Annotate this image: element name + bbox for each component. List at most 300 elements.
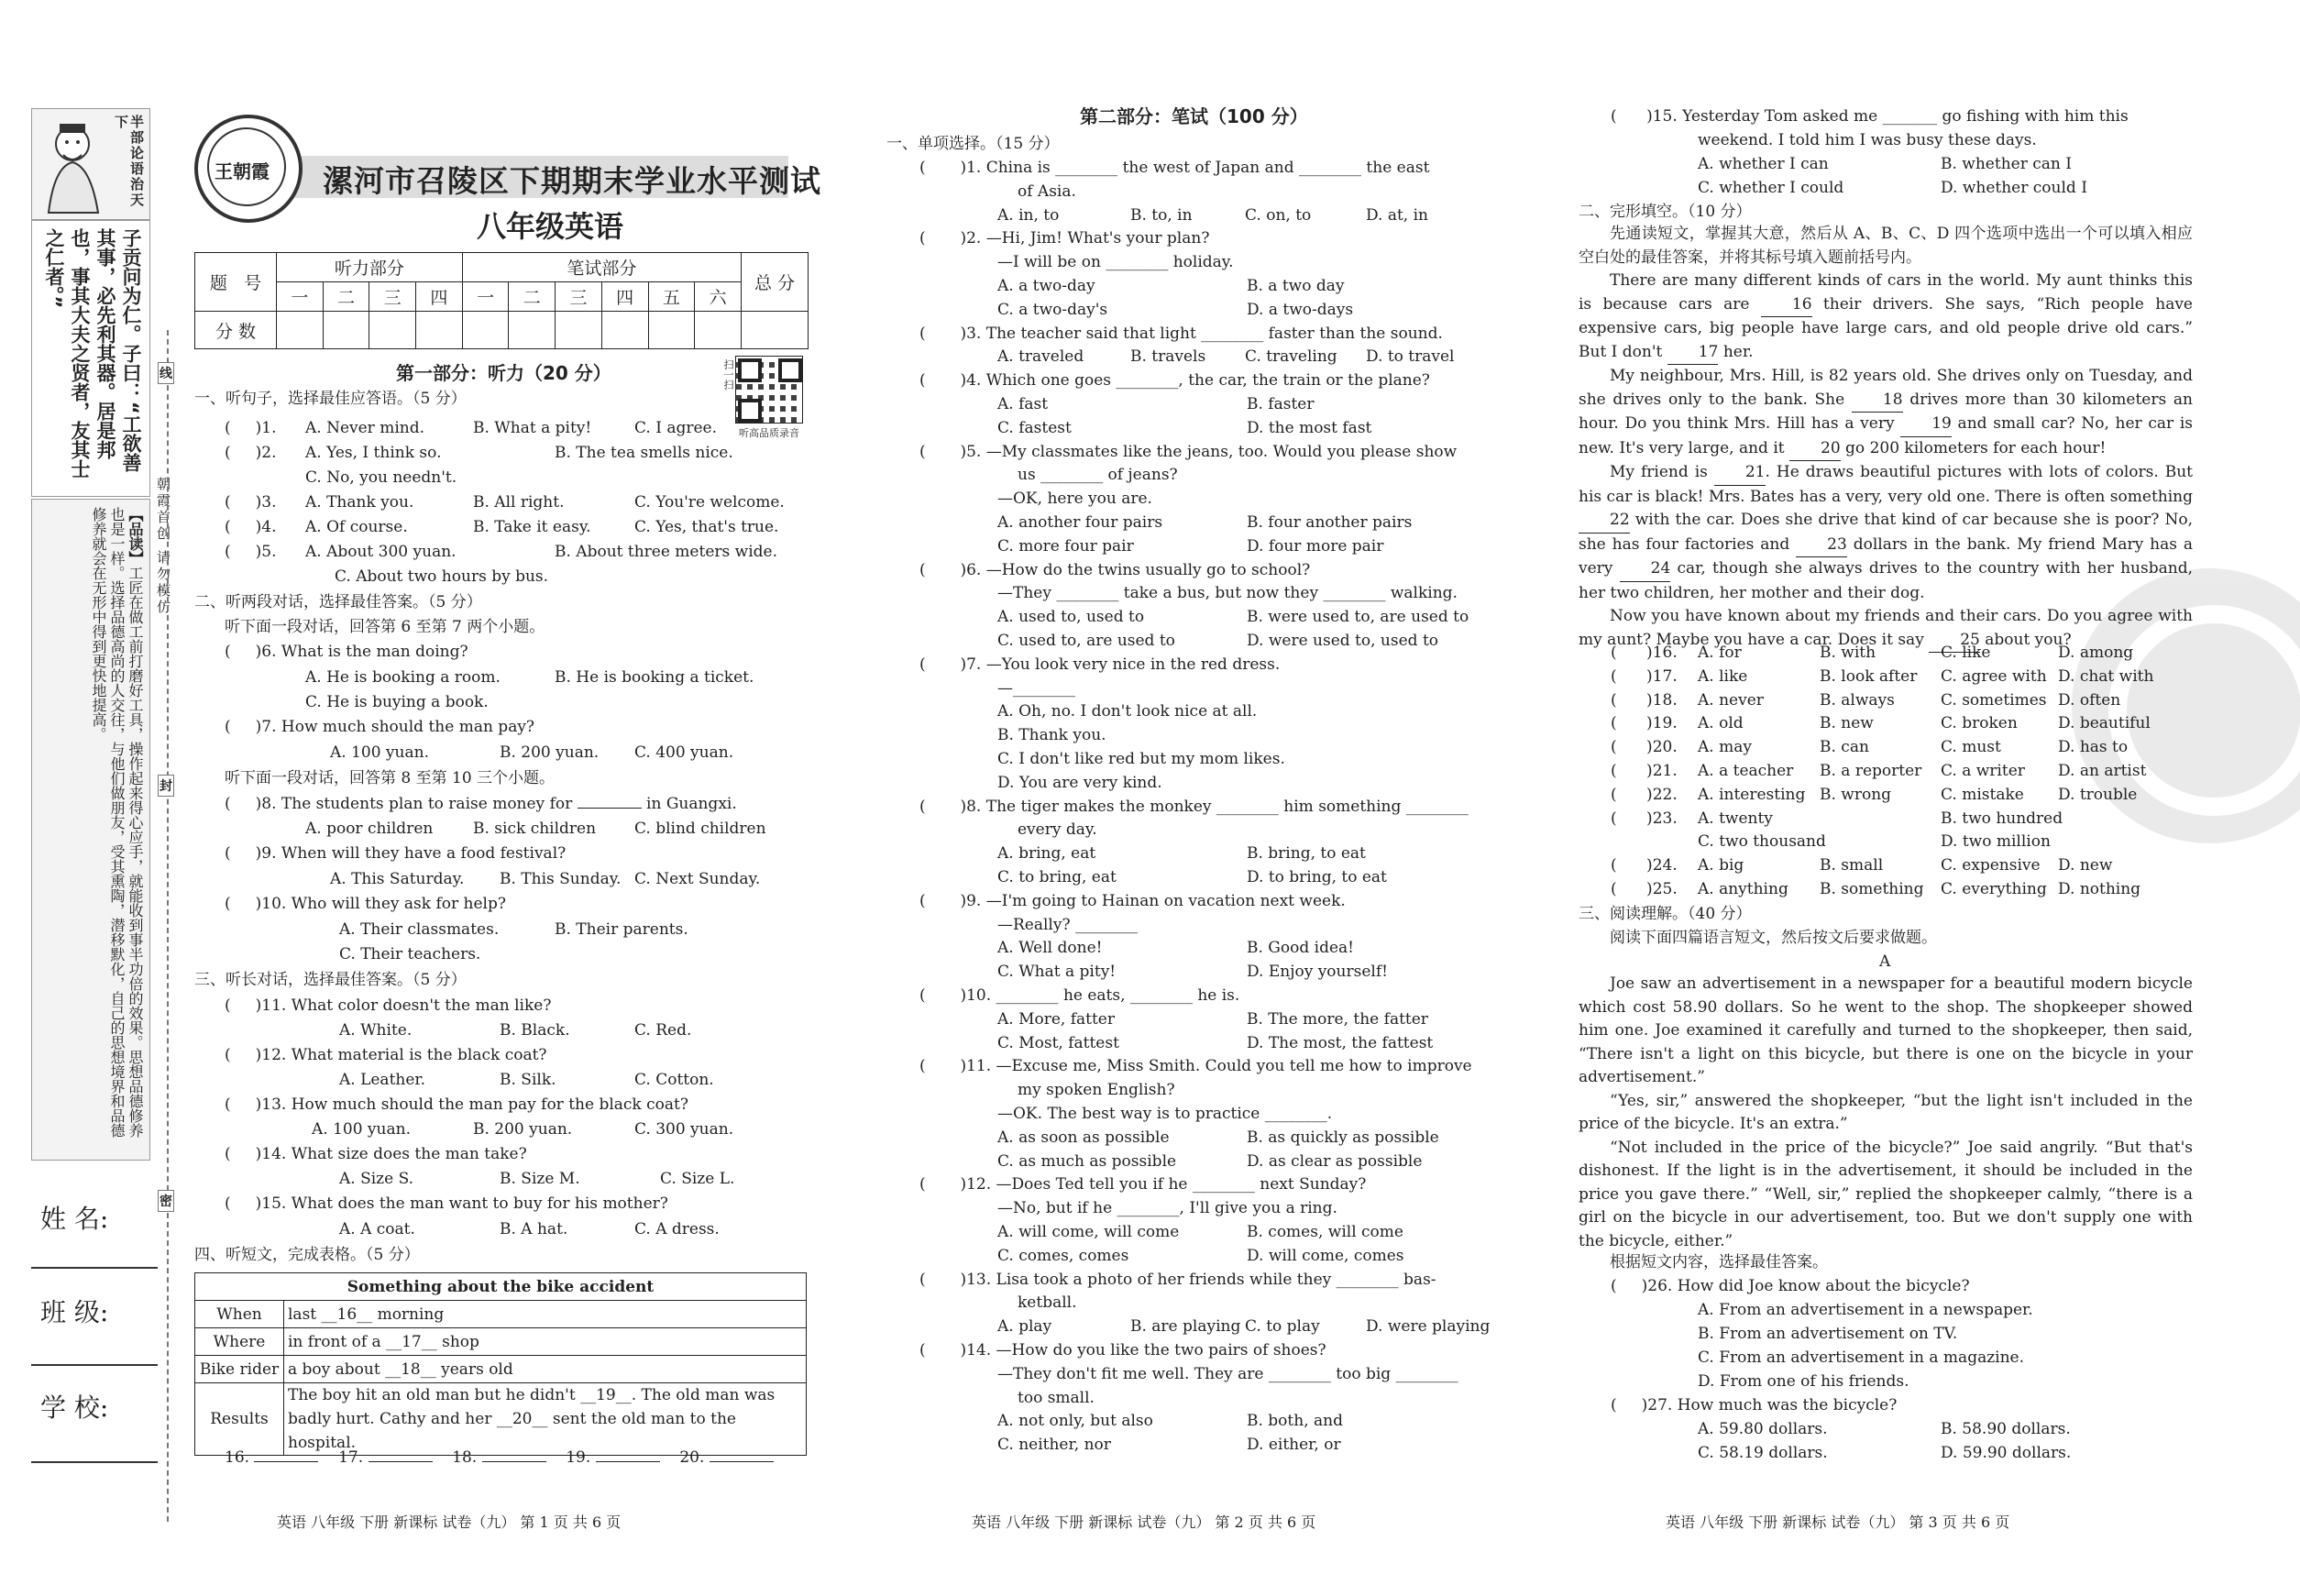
option: C. Their teachers. (339, 945, 481, 963)
question-cont: —Really? ________ (997, 915, 1138, 934)
p2-part-title: 第二部分：笔试（100 分） (1080, 105, 1308, 127)
option: D. beautiful (2058, 714, 2151, 733)
option: B. were used to, are used to (1247, 608, 1469, 627)
option: C. a writer (1941, 762, 2025, 780)
question: ( )22. (1611, 785, 1678, 804)
option: B. as quickly as possible (1247, 1128, 1439, 1147)
answer-blank[interactable] (482, 1447, 546, 1462)
score-table-num: 一 (462, 282, 509, 312)
option: A. as soon as possible (997, 1128, 1170, 1147)
option: C. mistake (1941, 785, 2024, 804)
option: C. I don't like red but my mom likes. (997, 750, 1285, 768)
option: A. poor children (305, 820, 434, 838)
option: A. may (1698, 738, 1752, 757)
results-line: badly hurt. Cathy and her __20__ sent the old man to the hospital. (288, 1410, 736, 1452)
option: A. play (997, 1317, 1052, 1337)
option: D. a two-days (1247, 300, 1354, 319)
option: C. You're welcome. (634, 493, 785, 512)
logo (194, 115, 303, 223)
question-cont: every day. (1018, 820, 1097, 840)
question: ( )8. The tiger makes the monkey ________ him something ________ (919, 797, 1469, 816)
option: C. Most, fattest (997, 1033, 1119, 1052)
score-cell[interactable] (601, 312, 648, 349)
question: ( )6. What is the man doing? (225, 643, 468, 661)
option: B. bring, to eat (1247, 844, 1366, 864)
option: A. 100 yuan. (312, 1120, 411, 1139)
option: D. to travel (1366, 347, 1455, 367)
question: ( )14. —How do you like the two pairs of shoes? (919, 1341, 1326, 1359)
question-cont: —No, but if he ________, I'll give you a ring. (997, 1199, 1337, 1218)
logo-text: 王朝霞 (215, 160, 270, 182)
option: C. Next Sunday. (634, 870, 761, 888)
option: B. are playing (1130, 1317, 1241, 1337)
qr-finder (738, 358, 762, 382)
option: C. From an advertisement in a magazine. (1698, 1348, 2025, 1367)
question-cont: —They don't fit me well. They are ________ too big ________ (997, 1364, 1458, 1383)
score-cell[interactable] (556, 312, 602, 349)
option: B. He is booking a ticket. (555, 668, 754, 687)
sidebar-motto-box (31, 220, 150, 497)
accident-table-title: Something about the bike accident (195, 1273, 807, 1301)
option: A. bring, eat (997, 844, 1096, 864)
option: B. with (1820, 644, 1876, 662)
option: A. a two-day (997, 277, 1095, 295)
page-title: 漯河市召陵区下期期末学业水平测试 (323, 163, 821, 199)
sidebar-motto-small: 半部论语治天下 (113, 115, 145, 208)
class-label: 班 级: (40, 1297, 109, 1327)
p1-sec4-title: 四、听短文，完成表格。（5 分） (194, 1246, 420, 1264)
option: C. expensive (1941, 856, 2041, 875)
passage-label: A (1879, 952, 1891, 971)
option: C. everything (1941, 880, 2047, 898)
option: B. something (1820, 880, 1924, 898)
qr-side-label: 扫一扫 (722, 359, 734, 390)
option: B. new (1820, 714, 1874, 733)
answer-bracket[interactable]: ( (919, 1270, 961, 1289)
option: B. From an advertisement on TV. (1698, 1325, 1958, 1343)
question: ( )27. How much was the bicycle? (1611, 1396, 1898, 1414)
question-cont: —OK. The best way is to practice ________. (997, 1105, 1333, 1123)
option: B. a reporter (1820, 762, 1922, 780)
option: B. four another pairs (1247, 513, 1413, 532)
question: ( )3. The teacher said that light ________ faster than the sound. (919, 324, 1443, 343)
row-label: Results (195, 1383, 284, 1456)
answer-bracket[interactable]: ( (919, 986, 961, 1005)
answer-bracket[interactable]: ( (919, 442, 961, 461)
list-item: ( )2. (225, 444, 277, 462)
answer-bracket[interactable]: ( (919, 655, 961, 674)
option: A. White. (339, 1021, 413, 1040)
question: ( )4. Which one goes ________, the car, the train or the plane? (919, 371, 1430, 391)
option: B. About three meters wide. (555, 543, 777, 561)
option: D. Enjoy yourself! (1247, 963, 1388, 982)
option: C. like (1941, 644, 1991, 662)
sidebar-vertical-note: 朝霞首创 请勿模仿 (155, 477, 171, 616)
question: ( )25. (1611, 880, 1678, 898)
option: B. Good idea! (1247, 939, 1354, 958)
question: ( )15. What does the man want to buy for his mother? (225, 1194, 668, 1213)
answer-bracket[interactable]: ( (919, 229, 961, 248)
option: A. Yes, I think so. (305, 444, 442, 462)
option: B. comes, will come (1247, 1223, 1403, 1241)
option: A. fast (997, 395, 1049, 413)
score-table (194, 252, 809, 349)
option: B. The more, the fatter (1247, 1009, 1428, 1029)
option: D. at, in (1366, 205, 1428, 225)
school-label: 学 校: (40, 1392, 109, 1423)
option: C. traveling (1245, 347, 1337, 367)
option: D. chat with (2058, 666, 2154, 686)
qr-finder (778, 358, 802, 382)
score-table-score-label: 分 数 (195, 312, 277, 349)
question: ( )18. (1611, 690, 1678, 710)
option: B. All right. (473, 493, 565, 512)
question: ( )12. What material is the black coat? (225, 1046, 547, 1064)
option: C. Size L. (660, 1170, 735, 1188)
option: D. were used to, used to (1247, 632, 1439, 650)
option: A. whether I can (1698, 155, 1829, 173)
option: B. faster (1247, 395, 1315, 413)
option: B. can (1820, 738, 1869, 757)
score-table-num: 二 (323, 282, 369, 312)
score-table-write: 笔试部分 (462, 253, 741, 282)
p1-sec2-intro2: 听下面一段对话，回答第 8 至第 10 三个小题。 (225, 769, 556, 787)
option: B. 200 yuan. (500, 743, 600, 762)
option: D. nothing (2058, 880, 2141, 898)
question: ( )9. When will they have a food festival? (225, 844, 567, 863)
results-line: The boy hit an old man but he didn't __19__. The old man was (288, 1386, 776, 1404)
question: ( )1. China is ________ the west of Japan and ________ the east (919, 159, 1430, 177)
option: B. small (1820, 856, 1884, 875)
option: C. broken (1941, 714, 2018, 733)
option: D. whether could I (1941, 179, 2087, 197)
list-item: ( )5. (225, 543, 277, 561)
score-cell[interactable] (416, 312, 463, 349)
row-text: a boy about __18__ years old (284, 1356, 807, 1383)
option: A. About 300 yuan. (305, 543, 457, 561)
option: D. From one of his friends. (1698, 1372, 1909, 1391)
option: C. as much as possible (997, 1151, 1177, 1171)
score-table-num: 三 (556, 282, 602, 312)
list-item: ( )3. (225, 493, 277, 512)
answer-bracket[interactable]: ( (919, 797, 961, 816)
option: B. The tea smells nice. (555, 444, 733, 462)
option: B. travels (1130, 347, 1206, 367)
question: ( )9. —I'm going to Hainan on vacation next week. (919, 891, 1346, 910)
question: ( )17. (1611, 666, 1678, 686)
option: B. to, in (1130, 205, 1193, 225)
cut-label-feng: 封 (158, 775, 174, 797)
answer-bracket[interactable]: ( (919, 1341, 961, 1359)
page-footer: 英语 八年级 下册 新课标 试卷（九） 第 2 页 共 6 页 (972, 1513, 1316, 1531)
p3-sec3-title: 三、阅读理解。（40 分） (1579, 905, 1752, 923)
option: A. A coat. (339, 1220, 415, 1238)
option: B. Black. (500, 1021, 570, 1040)
option: A. Of course. (305, 518, 408, 536)
option: B. Thank you. (997, 726, 1106, 745)
option: C. About two hours by bus. (335, 567, 549, 586)
option: B. Take it easy. (473, 518, 591, 536)
question-cont: ketball. (1018, 1293, 1077, 1313)
option: C. used to, are used to (997, 632, 1175, 650)
option: C. neither, nor (997, 1436, 1111, 1455)
score-cell[interactable] (509, 312, 556, 349)
cloze-passage: There are many different kinds of cars in the world. My aunt thinks this is because cars are 16 their drivers. She says, “Rich people have expensive cars, big people have large cars, and old people drive old cars.” But I don't 17 her. My neighbour, Mrs. Hill, is 82 years old. She drives only on Tuesday, and she drives only to the bank. She 18 drives more than 30 kilometers an hour. Do you think Mrs. Hill has a very 19 and small car? No, her car is new. It's very large, and it 20 go 200 kilometers for each hour! My friend is 21. He draws beautiful pictures with lots of colors. But his car is black! Mrs. Bates has a very, very old one. There is often something 22 with the car. Does she drive that kind of car because she is poor? No, she has four factories and 23 dollars in the bank. My friend Mary has a very 24 car, though she always drives to the country with her husband, her two children, her mother and their dog. Now you have known about my friends and their cars. Do you agree with my aunt? Maybe you have a car. Does it say 25 about you? (1579, 270, 2193, 653)
question: ( )19. (1611, 714, 1678, 733)
option: A. Size S. (339, 1170, 414, 1188)
score-table-ti: 题 (209, 273, 227, 294)
score-cell[interactable] (277, 312, 324, 349)
option: C. blind children (634, 820, 766, 838)
answer-bracket[interactable]: ( (919, 891, 961, 910)
answer-bracket[interactable]: ( (919, 159, 961, 177)
option: B. wrong (1820, 785, 1892, 804)
option: A. Never mind. (305, 419, 425, 437)
score-cell[interactable] (462, 312, 509, 349)
option: B. whether can I (1941, 155, 2072, 173)
qr-finder (738, 399, 762, 423)
option: B. Silk. (500, 1071, 556, 1089)
answer-blank[interactable] (596, 1447, 660, 1462)
page-footer: 英语 八年级 下册 新课标 试卷（九） 第 1 页 共 6 页 (277, 1513, 622, 1531)
cut-line (167, 330, 169, 1522)
option: B. look after (1820, 666, 1918, 686)
option: B. always (1820, 690, 1895, 710)
page-footer: 英语 八年级 下册 新课标 试卷（九） 第 3 页 共 6 页 (1666, 1513, 2010, 1531)
option: A. never (1698, 690, 1764, 710)
question-cont: my spoken English? (1018, 1081, 1175, 1100)
option: C. What a pity! (997, 963, 1117, 982)
option: C. more four pair (997, 536, 1134, 556)
accident-table (194, 1272, 807, 1456)
list-item: ( )4. (225, 518, 277, 536)
answer-bracket[interactable]: ( (919, 1175, 961, 1194)
score-cell[interactable] (323, 312, 369, 349)
option: A. in, to (997, 205, 1060, 225)
reading-passage-a: Joe saw an advertisement in a newspaper for a beautiful modern bicycle which cost 58.90 dollars. So he went to the shop. The shopkeeper showed him one. Joe examined it carefully and turned to the shopkeeper, then said, “There isn't a light on this bicycle, but there is one on the bicycle in your advertisement.” “Yes, sir,” answered the shopkeeper, “but the light isn't included in the price of the bicycle. It's an extra.” “Not included in the price of the bicycle?” Joe said angrily. “But that's dishonest. If the light is in the advertisement, it should be included in the price you gave there.” “Well, sir,” replied the shopkeeper calmly, “there is a girl on the bicycle in our advertisement, too. But we don't supply one with the bicycle, either.” (1579, 974, 2193, 1250)
score-table-listen: 听力部分 (277, 253, 463, 282)
option: B. This Sunday. (500, 870, 622, 888)
option: B. both, and (1247, 1412, 1343, 1431)
question: ( )5. —My classmates like the jeans, too. Would you please show (919, 442, 1458, 461)
option: D. two million (1941, 832, 2051, 852)
option: A. This Saturday. (330, 870, 465, 888)
option: D. either, or (1247, 1436, 1341, 1455)
option: A. old (1698, 714, 1744, 733)
question: ( )6. —How do the twins usually go to school? (919, 560, 1311, 579)
option: A. anything (1698, 880, 1788, 898)
school-field[interactable] (31, 1459, 158, 1463)
option: A. for (1698, 644, 1742, 662)
option: A. Oh, no. I don't look nice at all. (997, 702, 1258, 721)
row-label: Bike rider (195, 1356, 284, 1383)
question: ( )8. The students plan to raise money for in Guangxi. (225, 795, 737, 813)
p1-sec1-title: 一、听句子，选择最佳应答语。（5 分） (194, 390, 467, 408)
option: A. Their classmates. (339, 920, 500, 939)
answer-blank[interactable] (254, 1447, 318, 1462)
answer-blank[interactable] (710, 1447, 774, 1462)
sidebar-pindu-body: 工匠在做工前打磨好工具，操作起来得心应手，就能收到事半功倍的效果。思想品德修养也是一样。选择品德高尚的人交往，与他们做朋友，受其熏陶，潜移默化，自己的思想境界和品德修养就会在无形中得到更快地提高。 (90, 507, 144, 1138)
question: ( )13. Lisa took a photo of her friends while they ________ bas- (919, 1270, 1436, 1289)
p3-sec3-intro: 阅读下面四篇语言短文，然后按文后要求做题。 (1610, 929, 1937, 947)
question: ( )10. Who will they ask for help? (225, 895, 506, 913)
name-label: 姓 名: (40, 1204, 109, 1234)
option: A. He is booking a room. (305, 668, 501, 687)
p1-sec2-intro1: 听下面一段对话，回答第 6 至第 7 两个小题。 (225, 618, 545, 636)
option: A. another four pairs (997, 513, 1163, 532)
option: C. must (1941, 738, 2001, 757)
question: ( )23. (1611, 809, 1678, 828)
sidebar-portrait-box (31, 108, 150, 220)
option: B. sick children (473, 820, 597, 838)
option: A. Thank you. (305, 493, 414, 512)
score-cell[interactable] (695, 312, 742, 349)
question: ( )16. (1611, 644, 1678, 662)
cut-label-xian: 线 (158, 362, 174, 384)
question: ( )13. How much should the man pay for the black coat? (225, 1095, 688, 1114)
question-cont: us ________ of jeans? (1018, 466, 1178, 485)
page-subtitle: 八年级英语 (477, 209, 624, 244)
option: A. twenty (1698, 809, 1773, 828)
option: C. to bring, eat (997, 868, 1117, 886)
question: ( )14. What size does the man take? (225, 1145, 527, 1163)
p3-sec2-intro: 先通读短文，掌握其大意，然后从 A、B、C、D 四个选项中选出一个可以填入相应空白处的最佳答案，并将其标号填入题前括号内。 (1579, 225, 2193, 267)
answer-blank[interactable] (369, 1447, 433, 1462)
answer-blank[interactable] (578, 793, 642, 809)
option: D. were playing (1366, 1317, 1491, 1337)
score-table-num: 三 (369, 282, 416, 312)
score-cell[interactable] (742, 312, 809, 349)
option: D. the most fast (1247, 418, 1372, 437)
option: B. A hat. (500, 1220, 568, 1238)
score-table-hao: 号 (244, 273, 262, 294)
option: A. More, fatter (997, 1009, 1115, 1029)
score-table-total: 总 分 (742, 253, 809, 312)
question-cont: too small. (1018, 1388, 1095, 1407)
p1-part-title: 第一部分：听力（20 分） (396, 362, 611, 384)
list-item: ( )1. (225, 419, 277, 437)
option: B. 58.90 dollars. (1941, 1420, 2071, 1438)
answer-bracket[interactable]: ( (919, 1057, 961, 1076)
option: D. trouble (2058, 785, 2138, 804)
question-cont: —I will be on ________ holiday. (997, 253, 1234, 272)
question-cont: —________ (997, 678, 1075, 698)
question-cont: —They ________ take a bus, but now they ________ walking. (997, 584, 1458, 603)
option: C. Yes, that's true. (634, 518, 779, 536)
option: A. traveled (997, 347, 1084, 367)
cut-label-mi: 密 (158, 1190, 174, 1212)
option: B. Size M. (500, 1170, 580, 1188)
option: D. among (2058, 644, 2134, 662)
p3-qa-intro: 根据短文内容，选择最佳答案。 (1610, 1253, 1828, 1271)
question: ( )10. ________ he eats, ________ he is. (919, 986, 1240, 1005)
option: D. often (2058, 690, 2121, 710)
p1-sec2-title: 二、听两段对话，选择最佳答案。（5 分） (194, 593, 482, 611)
question-cont: of Asia. (1018, 182, 1076, 201)
option: A. interesting (1698, 785, 1806, 804)
sidebar-pindu-box (31, 499, 150, 1161)
qr-caption: 听高品质录音 (739, 427, 799, 439)
question: ( )12. —Does Ted tell you if he ________ next Sunday? (919, 1175, 1367, 1194)
qr-code[interactable] (735, 356, 803, 424)
score-table-num: 五 (648, 282, 695, 312)
option: C. He is buying a book. (305, 693, 489, 711)
sidebar (31, 108, 150, 1162)
score-cell[interactable] (369, 312, 416, 349)
sidebar-motto-main: 子贡问为仁。子曰：“工欲善其事，必先利其器。居是邦也，事其大夫之贤者，友其士之仁者。” (43, 228, 142, 479)
option: A. will come, will come (997, 1223, 1180, 1241)
option: A. not only, but also (997, 1412, 1153, 1431)
option: D. You are very kind. (997, 773, 1162, 792)
option: D. four more pair (1247, 536, 1384, 556)
option: A. big (1698, 856, 1744, 875)
option: C. Red. (634, 1021, 692, 1040)
p3-sec2-title: 二、完形填空。（10 分） (1579, 203, 1752, 221)
row-text: last __16__ morning (284, 1301, 807, 1328)
option: A. From an advertisement in a newspaper. (1698, 1301, 2033, 1319)
confucius-portrait-icon (36, 116, 111, 215)
score-table-num: 二 (509, 282, 556, 312)
answer-bracket[interactable]: ( (919, 324, 961, 343)
option: C. on, to (1245, 205, 1312, 225)
option: C. 58.19 dollars. (1698, 1444, 1828, 1462)
option: D. The most, the fattest (1247, 1033, 1434, 1052)
question: ( )24. (1611, 856, 1678, 875)
question: ( )7. —You look very nice in the red dress. (919, 655, 1281, 674)
class-field[interactable] (31, 1362, 158, 1366)
question: ( )21. (1611, 762, 1678, 780)
option: D. to bring, to eat (1247, 868, 1387, 886)
option: D. has to (2058, 738, 2129, 757)
question: ( )20. (1611, 738, 1678, 757)
p1-sec3-title: 三、听长对话，选择最佳答案。（5 分） (194, 971, 467, 989)
answer-bracket[interactable]: ( (919, 371, 961, 391)
question: ( )7. How much should the man pay? (225, 718, 535, 736)
option: C. A dress. (634, 1220, 720, 1238)
question: ( )26. How did Joe know about the bicycle? (1611, 1277, 1970, 1295)
option: C. to play (1245, 1317, 1320, 1337)
option: A. Leather. (339, 1071, 426, 1089)
option: C. 300 yuan. (634, 1120, 734, 1139)
sidebar-pindu-label: 【品读】 (127, 507, 144, 566)
option: B. 200 yuan. (473, 1120, 573, 1139)
score-table-num: 四 (416, 282, 463, 312)
score-table-num: 六 (695, 282, 742, 312)
option: C. sometimes (1941, 690, 2047, 710)
option: A. 100 yuan. (330, 743, 429, 762)
option: C. 400 yuan. (634, 743, 734, 762)
row-label: Where (195, 1328, 284, 1356)
sidebar-pindu-text (89, 507, 144, 1149)
question: ( )11. What color doesn't the man like? (225, 996, 552, 1015)
option: C. a two-day's (997, 300, 1108, 319)
answer-line: 16. 17. 18. 19. 20. (225, 1447, 774, 1468)
option: B. Their parents. (555, 920, 688, 939)
score-cell[interactable] (648, 312, 695, 349)
option: C. No, you needn't. (305, 468, 457, 487)
option: B. a two day (1247, 277, 1345, 295)
option: D. an artist (2058, 762, 2147, 780)
row-label: When (195, 1301, 284, 1328)
option: C. Cotton. (634, 1071, 714, 1089)
question: ( )15. Yesterday Tom asked me _______ go fishing with him this (1611, 107, 2129, 126)
answer-bracket[interactable]: ( (919, 560, 961, 579)
p2-sec1-title: 一、单项选择。（15 分） (886, 135, 1060, 153)
name-field[interactable] (31, 1265, 158, 1269)
option: A. Well done! (997, 939, 1103, 958)
question-cont: —OK, here you are. (997, 490, 1152, 509)
option: B. two hundred (1941, 809, 2063, 828)
